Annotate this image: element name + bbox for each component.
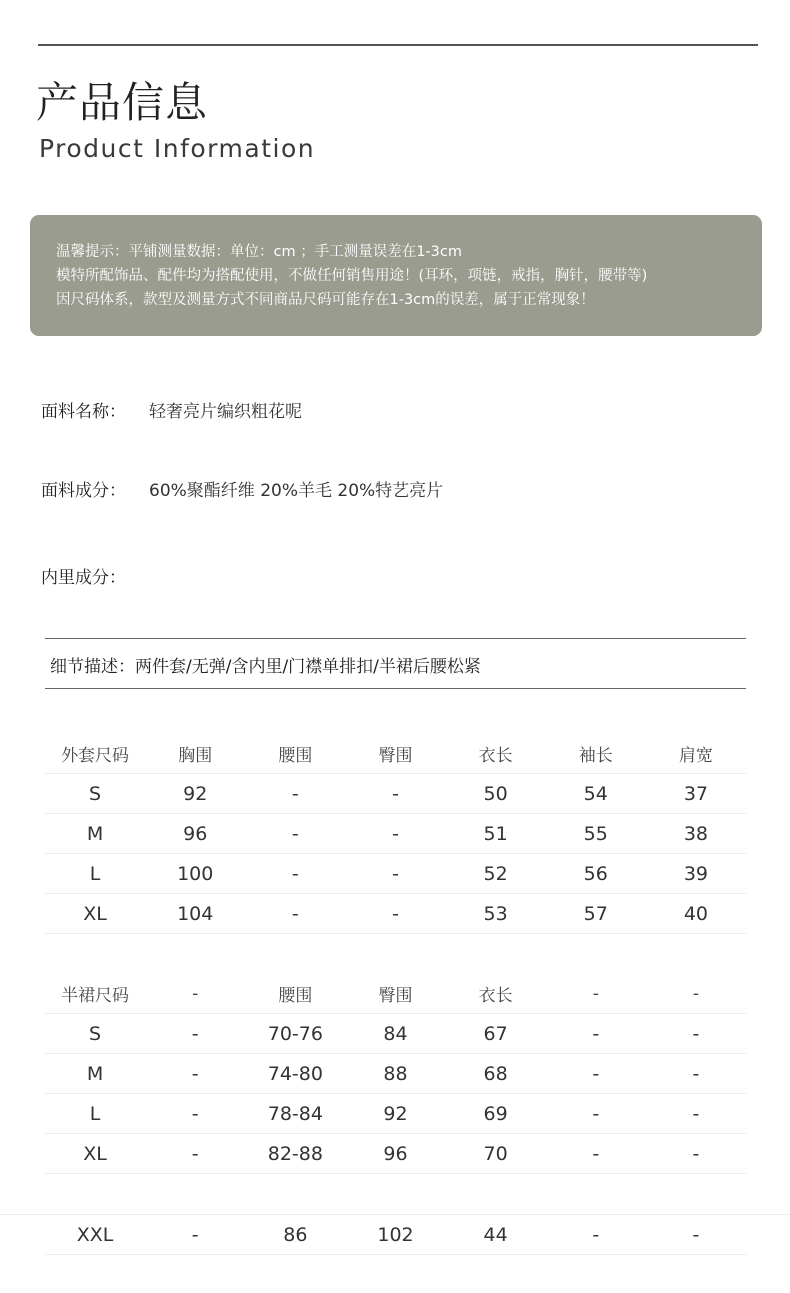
- table-cell: L: [45, 854, 145, 894]
- table-cell: 102: [345, 1215, 445, 1255]
- table-row: [45, 1054, 746, 1094]
- extra-size-table: [45, 1215, 746, 1255]
- table-cell: XL: [45, 1134, 145, 1174]
- header-cell: 外套尺码: [45, 734, 145, 774]
- fabric-name-value: 轻奢亮片编织粗花呢: [149, 402, 302, 422]
- table-cell: 40: [646, 894, 746, 934]
- detail-label: 细节描述：: [50, 657, 135, 677]
- table-header-row: [45, 974, 746, 1014]
- header-cell: 衣长: [446, 734, 546, 774]
- table-cell: M: [45, 1054, 145, 1094]
- table-cell: -: [245, 814, 345, 854]
- notice-line: 因尺码体系，款型及测量方式不同商品尺码可能存在1-3cm的误差，属于正常现象！: [56, 292, 595, 308]
- table-cell: 86: [245, 1215, 345, 1255]
- header-cell: 衣长: [446, 974, 546, 1014]
- skirt-size-table: [45, 974, 746, 1174]
- lining-composition-label: 内里成分：: [41, 568, 126, 588]
- header-cell: 腰围: [245, 974, 345, 1014]
- fabric-name-label: 面料名称：: [41, 402, 126, 422]
- table-cell: 104: [145, 894, 245, 934]
- table-cell: 96: [345, 1134, 445, 1174]
- table-cell: 57: [546, 894, 646, 934]
- table-cell: 51: [446, 814, 546, 854]
- table-cell: 50: [446, 774, 546, 814]
- fabric-composition-label: 面料成分：: [41, 481, 126, 501]
- table-cell: 37: [646, 774, 746, 814]
- table-cell: -: [646, 1014, 746, 1054]
- table-cell: 56: [546, 854, 646, 894]
- table-cell: -: [345, 854, 445, 894]
- table-cell: 68: [446, 1054, 546, 1094]
- table-cell: 67: [446, 1014, 546, 1054]
- header-cell: -: [546, 974, 646, 1014]
- table-cell: 70: [446, 1134, 546, 1174]
- header-cell: 肩宽: [646, 734, 746, 774]
- table-cell: -: [546, 1215, 646, 1255]
- table-cell: -: [546, 1014, 646, 1054]
- fabric-name-row: [41, 397, 302, 422]
- header-cell: 臀围: [345, 974, 445, 1014]
- table-cell: -: [546, 1094, 646, 1134]
- table-cell: -: [546, 1054, 646, 1094]
- table-cell: 96: [145, 814, 245, 854]
- table-cell: 55: [546, 814, 646, 854]
- table-cell: 82-88: [245, 1134, 345, 1174]
- table-cell: 52: [446, 854, 546, 894]
- header-cell: 半裙尺码: [45, 974, 145, 1014]
- table-row: [45, 774, 746, 814]
- table-cell: 100: [145, 854, 245, 894]
- top-divider: [38, 44, 758, 46]
- fabric-composition-value: 60%聚酯纤维 20%羊毛 20%特艺亮片: [149, 481, 444, 501]
- table-cell: 39: [646, 854, 746, 894]
- table-row: [45, 854, 746, 894]
- table-cell: S: [45, 1014, 145, 1054]
- table-cell: XL: [45, 894, 145, 934]
- table-cell: -: [245, 894, 345, 934]
- table-cell: XXL: [45, 1215, 145, 1255]
- table-cell: 92: [345, 1094, 445, 1134]
- detail-bottom-divider: [45, 688, 746, 689]
- table-cell: 84: [345, 1014, 445, 1054]
- table-row: [45, 814, 746, 854]
- table-cell: 70-76: [245, 1014, 345, 1054]
- table-cell: -: [345, 894, 445, 934]
- table-cell: 38: [646, 814, 746, 854]
- table-cell: -: [145, 1014, 245, 1054]
- table-cell: 74-80: [245, 1054, 345, 1094]
- table-cell: -: [345, 774, 445, 814]
- jacket-size-table: [45, 734, 746, 934]
- table-row: [45, 1014, 746, 1054]
- page-title: 产品信息: [36, 78, 209, 127]
- table-cell: -: [345, 814, 445, 854]
- table-cell: 54: [546, 774, 646, 814]
- header-cell: 胸围: [145, 734, 245, 774]
- table-cell: 69: [446, 1094, 546, 1134]
- table-row: [45, 1094, 746, 1134]
- table-header-row: [45, 734, 746, 774]
- table-cell: 44: [446, 1215, 546, 1255]
- table-cell: -: [245, 854, 345, 894]
- header-cell: -: [646, 974, 746, 1014]
- notice-box: [30, 215, 762, 336]
- notice-line: 模特所配饰品、配件均为搭配使用，不做任何销售用途！(耳环，项链，戒指，胸针，腰带等): [56, 268, 648, 284]
- table-cell: -: [145, 1054, 245, 1094]
- table-cell: M: [45, 814, 145, 854]
- table-cell: S: [45, 774, 145, 814]
- table-cell: -: [145, 1094, 245, 1134]
- table-cell: -: [646, 1094, 746, 1134]
- header-cell: 袖长: [546, 734, 646, 774]
- table-cell: -: [646, 1134, 746, 1174]
- detail-top-divider: [45, 638, 746, 639]
- table-cell: L: [45, 1094, 145, 1134]
- header-cell: -: [145, 974, 245, 1014]
- fabric-composition-row: [41, 476, 443, 501]
- table-row: [45, 894, 746, 934]
- table-cell: 88: [345, 1054, 445, 1094]
- table-row: [45, 1215, 746, 1255]
- table-cell: -: [646, 1054, 746, 1094]
- table-row: [45, 1134, 746, 1174]
- lining-composition-row: [41, 563, 149, 588]
- page-subtitle: Product Information: [39, 134, 316, 163]
- table-cell: -: [245, 774, 345, 814]
- table-cell: -: [646, 1215, 746, 1255]
- notice-line: 温馨提示：平铺测量数据：单位：cm ；手工测量误差在1-3cm: [56, 244, 462, 260]
- detail-value: 两件套/无弹/含内里/门襟单排扣/半裙后腰松紧: [135, 657, 481, 677]
- table-cell: 53: [446, 894, 546, 934]
- table-cell: 78-84: [245, 1094, 345, 1134]
- table-cell: 92: [145, 774, 245, 814]
- table-cell: -: [546, 1134, 646, 1174]
- header-cell: 臀围: [345, 734, 445, 774]
- table-cell: -: [145, 1215, 245, 1255]
- detail-row: [50, 652, 481, 677]
- table-cell: -: [145, 1134, 245, 1174]
- header-cell: 腰围: [245, 734, 345, 774]
